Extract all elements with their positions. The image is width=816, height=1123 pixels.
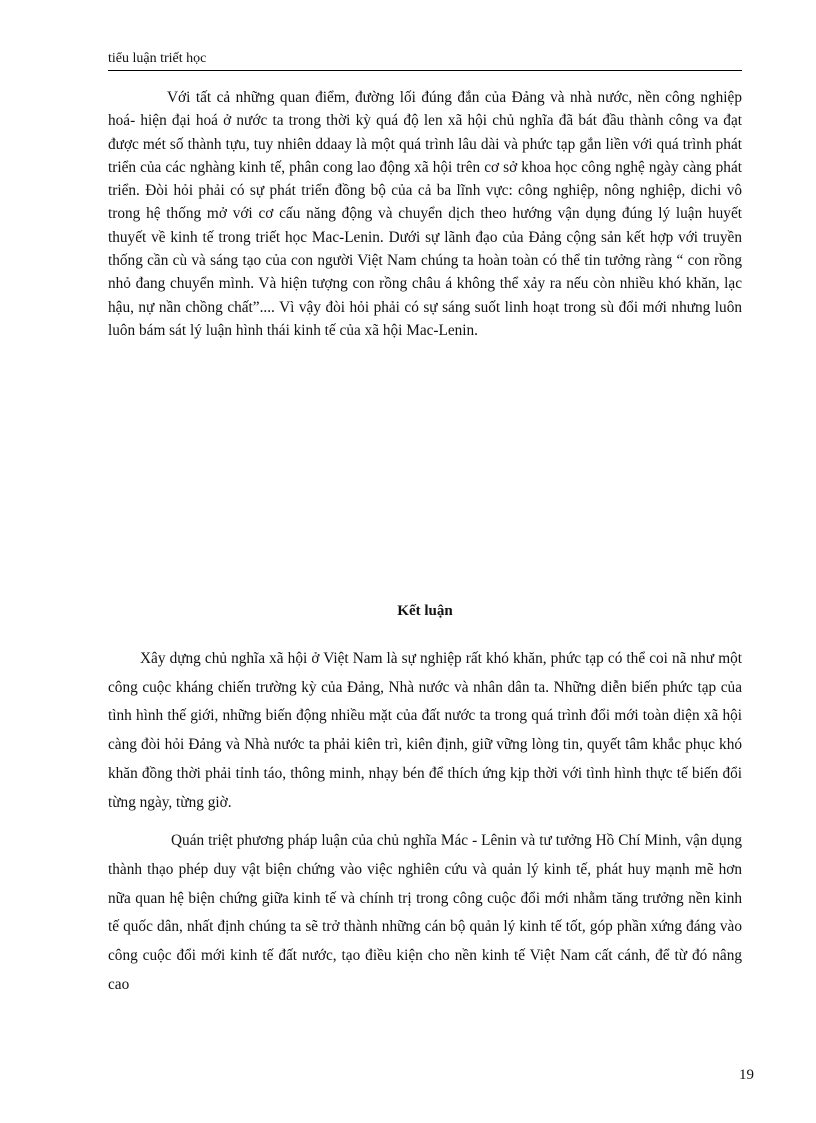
header-title: tiểu luận triết học [108,51,207,66]
body-section-conclusion [108,645,742,999]
section-heading: Kết luận [397,603,453,619]
body-paragraph-2: Xây dựng chủ nghĩa xã hội ở Việt Nam là sự nghiệp rất khó khăn, phức tạp có thể coi nã như một công cuộc kháng chiến trường kỳ của Đảng, Nhà nước và nhân dân ta. Những diễn biến phức tạp của tình hình thế giới, những biến động nhiều mặt của đất nước ta trong quá trình đổi mới toàn diện xã hội càng đòi hỏi Đảng và Nhà nước ta phải kiên trì, kiên định, giữ vững lòng tin, quyết tâm khắc phục khó khăn đồng thời phải tỉnh táo, thông minh, nhạy bén để thích ứng kịp thời với tình hình thực tế biến đổi từng ngày, từng giờ. [108,650,742,811]
body-section-top [108,86,742,342]
running-header [108,50,742,71]
page-number: 19 [739,1067,754,1083]
body-paragraph-3: Quán triệt phương pháp luận của chủ nghĩa Mác - Lênin và tư tưởng Hồ Chí Minh, vận dụng thành thạo phép duy vật biện chứng vào việc nghiên cứu và quản lý kinh tế, phát huy mạnh mẽ hơn nữa quan hệ biện chứng giữa kinh tế và chính trị trong công cuộc đổi mới nhằm tăng trưởng nền kinh tế quốc dân, nhất định chúng ta sẽ trở thành những cán bộ quản lý kinh tế tốt, góp phần xứng đáng vào công cuộc đổi mới kinh tế đất nước, tạo điều kiện cho nền kinh tế Việt Nam cất cánh, để từ đó nâng cao [108,832,742,993]
body-paragraph-1: Với tất cả những quan điểm, đường lối đúng đắn của Đảng và nhà nước, nền công nghiệp hoá- hiện đại hoá ở nước ta trong thời kỳ quá độ len xã hội chủ nghĩa đã bát đầu thành công va đạt được mét số thành tựu, tuy nhiên ddaay là một quá trình lâu dài và phức tạp gắn liền với quá trình phát triển của các nghàng kinh tế, phân cong lao động xã hội trên cơ sở khoa học công nghệ ngày càng phát triển. Đòi hỏi phải có sự phát triển đồng bộ của cả ba lĩnh vực: công nghiệp, nông nghiệp, dichi vô trong hệ thống mở với cơ cấu năng động và chuyển dịch theo hướng vận dụng đúng lý luận huyết thuyết về kinh tế trong triết học Mac-Lenin. Dưới sự lãnh đạo của Đảng cộng sản kết hợp với truyền thống cần cù và sáng tạo của con người Việt Nam chúng ta hoàn toàn có thể tin tưởng ràng “ con rồng nhỏ đang chuyển mình. Và hiện tượng con rồng châu á không thể xảy ra nếu còn nhiều khó khăn, lạc hậu, nự nần chồng chất”.... Vì vậy đòi hỏi phải có sự sáng suốt linh hoạt trong sù đổi mới nhưng luôn luôn bám sát lý luận hình thái kinh tế của xã hội Mac-Lenin. [108,89,742,339]
